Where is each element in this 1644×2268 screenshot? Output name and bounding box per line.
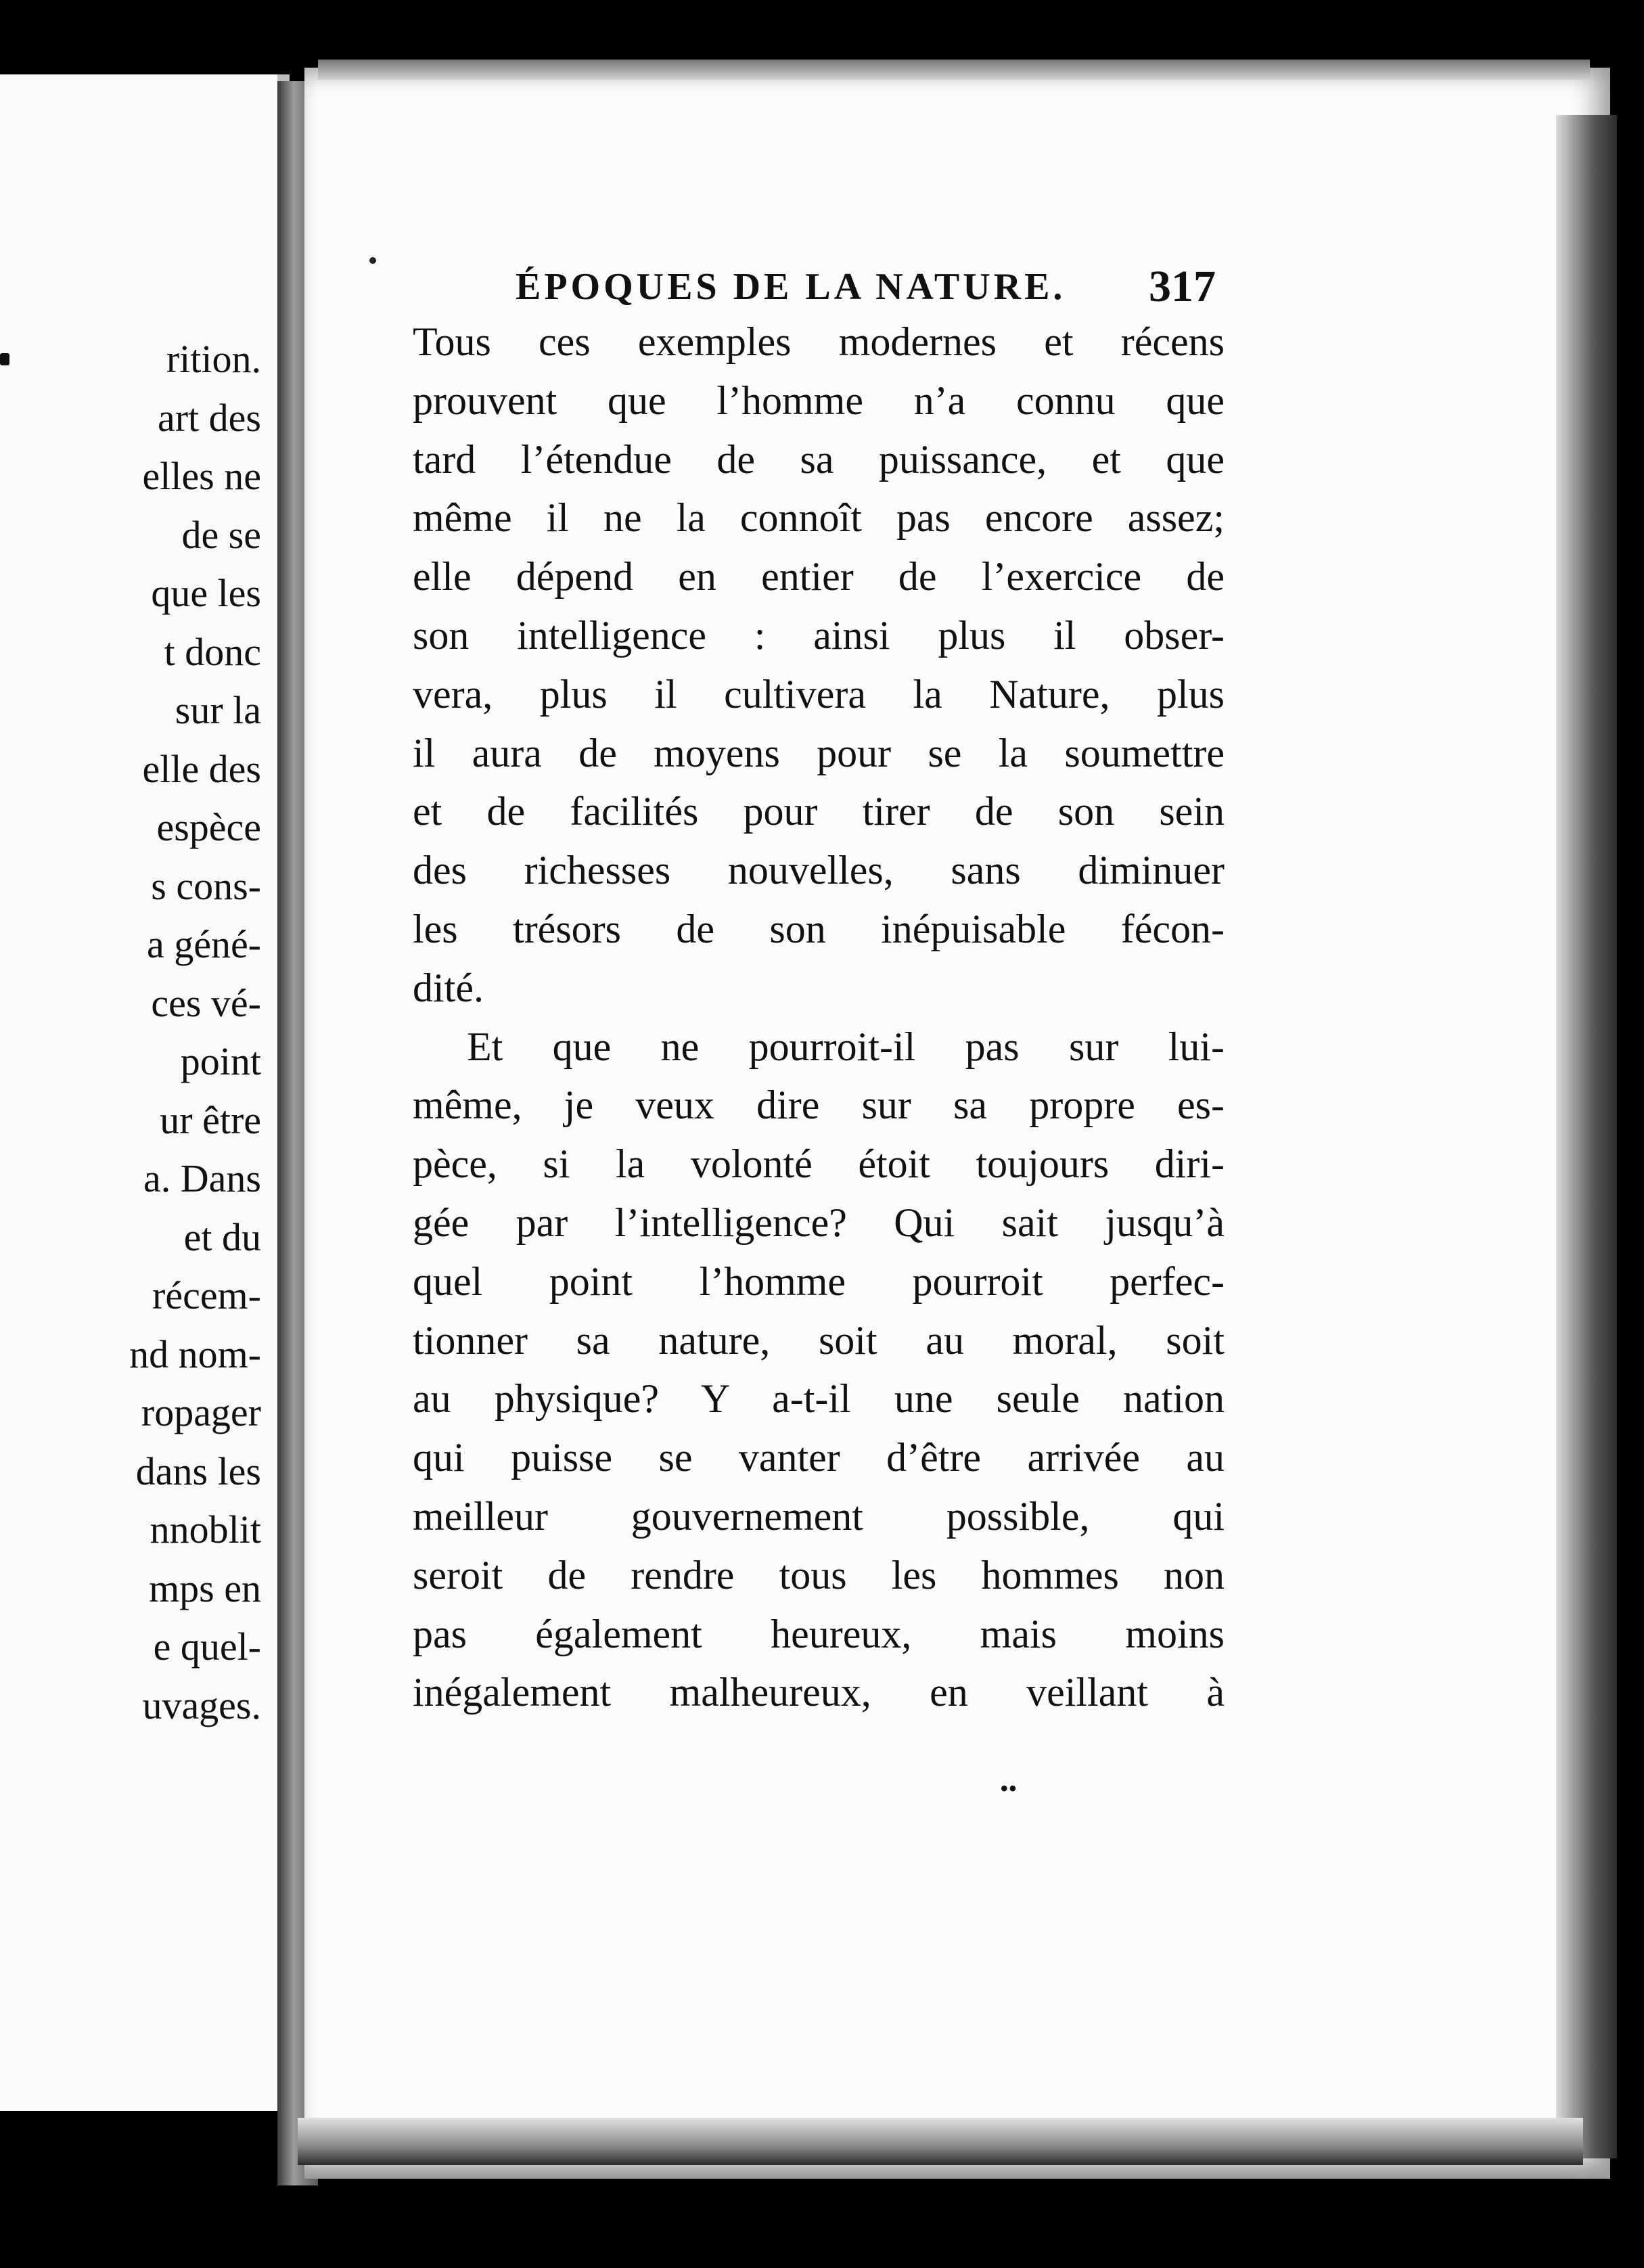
text-line: gée par l’intelligence? Qui sait jusqu’à bbox=[413, 1200, 1225, 1245]
left-line: nnoblit bbox=[150, 1507, 261, 1551]
ink-speck bbox=[369, 257, 376, 264]
text-line: des richesses nouvelles, sans diminuer bbox=[413, 848, 1225, 893]
left-line: a. Dans bbox=[143, 1156, 261, 1200]
text-line: même il ne la connoît pas encore assez; bbox=[413, 495, 1225, 541]
left-line: que les bbox=[151, 571, 261, 615]
left-line: elles ne bbox=[142, 454, 261, 498]
text-line: inégalement malheureux, en veillant à bbox=[413, 1670, 1225, 1715]
left-facing-page bbox=[0, 74, 290, 2111]
text-line: même, je veux dire sur sa propre es- bbox=[413, 1083, 1225, 1128]
left-line: a géné- bbox=[146, 922, 261, 966]
left-line: ur être bbox=[160, 1097, 261, 1142]
text-line: prouvent que l’homme n’a connu que bbox=[413, 378, 1225, 423]
paragraph-2 bbox=[413, 1018, 1225, 1723]
left-line: et du bbox=[183, 1215, 261, 1259]
left-page-text bbox=[129, 330, 261, 1735]
text-line: il aura de moyens pour se la soumettre bbox=[413, 730, 1225, 775]
text-line: quel point l’homme pourroit perfec- bbox=[413, 1258, 1225, 1304]
left-line: point bbox=[180, 1039, 261, 1083]
text-line: meilleur gouvernement possible, qui bbox=[413, 1493, 1225, 1539]
left-line: ropager bbox=[141, 1390, 261, 1434]
text-line: Tous ces exemples modernes et récens bbox=[413, 319, 1225, 364]
text-line: vera, plus il cultivera la Nature, plus bbox=[413, 671, 1225, 717]
text-line: son intelligence : ainsi plus il obser- bbox=[413, 612, 1225, 658]
paragraph-1 bbox=[413, 313, 1225, 1018]
catchword-mark: •• bbox=[1000, 1775, 1018, 1802]
left-page-mark bbox=[0, 353, 9, 365]
text-line: pas également heureux, mais moins bbox=[413, 1611, 1225, 1656]
left-line: e quel- bbox=[153, 1625, 261, 1669]
left-line: s cons- bbox=[151, 863, 261, 908]
text-line: dité. bbox=[413, 965, 484, 1010]
page-body bbox=[413, 313, 1225, 1722]
left-line: de se bbox=[181, 512, 261, 557]
text-line: elle dépend en entier de l’exercice de bbox=[413, 554, 1225, 599]
left-line: art des bbox=[158, 395, 261, 440]
page-right-edge bbox=[1556, 115, 1617, 2158]
text-line: pèce, si la volonté étoit toujours diri- bbox=[413, 1141, 1225, 1187]
left-line: mps en bbox=[149, 1566, 261, 1610]
running-head: ÉPOQUES DE LA NATURE. bbox=[516, 266, 1066, 308]
left-line: ces vé- bbox=[151, 980, 261, 1025]
text-line: seroit de rendre tous les hommes non bbox=[413, 1552, 1225, 1597]
left-line: espèce bbox=[156, 805, 261, 849]
left-line: récem- bbox=[152, 1273, 261, 1317]
text-line: les trésors de son inépuisable fécon- bbox=[413, 906, 1225, 951]
left-line: nd nom- bbox=[129, 1332, 261, 1376]
text-line: Et que ne pourroit-il pas sur lui- bbox=[467, 1024, 1225, 1069]
page-number: 317 bbox=[1149, 262, 1216, 311]
text-line: et de facilités pour tirer de son sein bbox=[413, 789, 1225, 834]
left-line: elle des bbox=[142, 746, 261, 791]
text-line: au physique? Y a-t-il une seule nation bbox=[413, 1376, 1225, 1422]
text-line: tard l’étendue de sa puissance, et que bbox=[413, 436, 1225, 482]
text-line: tionner sa nature, soit au moral, soit bbox=[413, 1317, 1225, 1363]
left-line: uvages. bbox=[142, 1683, 261, 1727]
left-line: t donc bbox=[164, 629, 261, 674]
left-line: rition. bbox=[166, 337, 261, 381]
left-line: sur la bbox=[175, 688, 261, 732]
page-top-edge bbox=[318, 60, 1590, 80]
page-bottom-edge bbox=[298, 2118, 1583, 2165]
text-line: qui puisse se vanter d’être arrivée au bbox=[413, 1435, 1225, 1480]
left-line: dans les bbox=[135, 1449, 261, 1493]
